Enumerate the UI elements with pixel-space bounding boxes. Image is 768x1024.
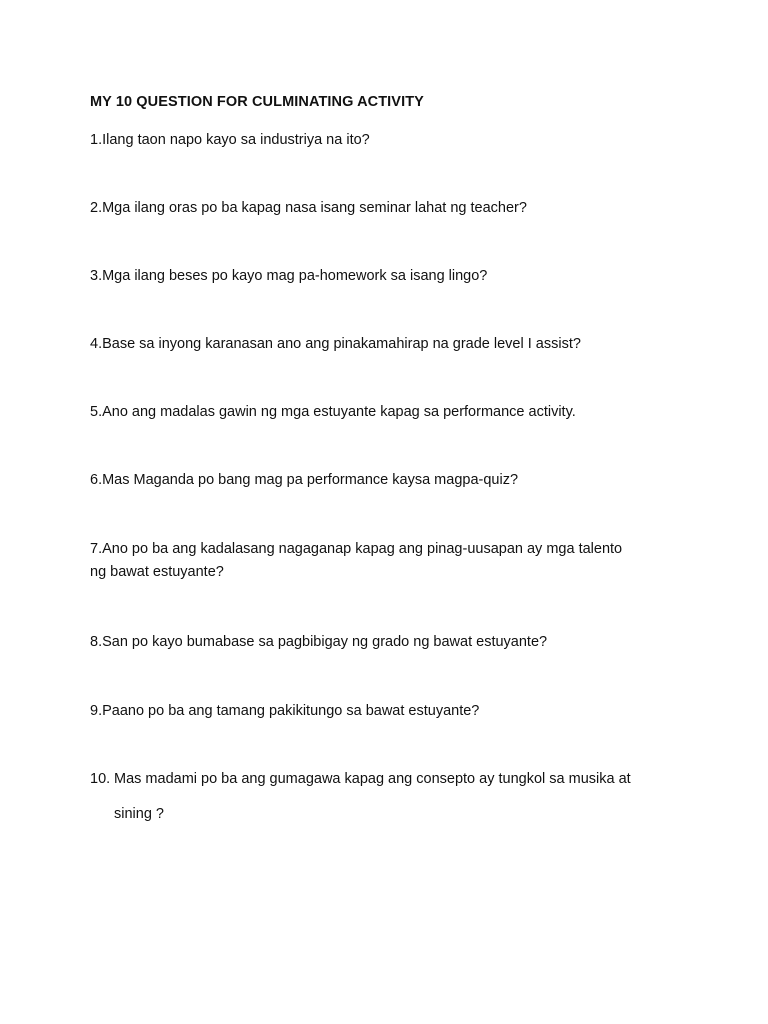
question-number: 9. xyxy=(90,703,103,719)
question-number: 2. xyxy=(90,200,103,216)
question-item-1 xyxy=(90,129,370,152)
question-text-continuation: ng bawat estuyante? xyxy=(90,564,224,580)
question-number: 10. xyxy=(90,771,111,787)
question-item-2 xyxy=(90,197,527,220)
question-number: 8. xyxy=(90,634,103,650)
question-item-7 xyxy=(90,538,622,584)
question-item-9 xyxy=(90,700,479,723)
question-item-5 xyxy=(90,401,576,424)
question-text: Ano po ba ang kadalasang nagaganap kapag ang pinag-uusapan ay mga talento xyxy=(102,541,623,557)
question-text: Mga ilang oras po ba kapag nasa isang seminar lahat ng teacher? xyxy=(102,200,527,216)
question-text: Mas Maganda po bang mag pa performance kaysa magpa-quiz? xyxy=(102,472,519,488)
question-text: Paano po ba ang tamang pakikitungo sa bawat estuyante? xyxy=(102,703,480,719)
question-item-8 xyxy=(90,631,547,654)
question-text: Base sa inyong karanasan ano ang pinakamahirap na grade level I assist? xyxy=(102,336,581,352)
question-text-continuation: sining ? xyxy=(114,806,164,822)
question-item-6 xyxy=(90,469,518,492)
question-number: 4. xyxy=(90,336,103,352)
question-text: Mas madami po ba ang gumagawa kapag ang consepto ay tungkol sa musika at xyxy=(114,771,631,787)
question-text: San po kayo bumabase sa pagbibigay ng grado ng bawat estuyante? xyxy=(102,634,548,650)
question-item-4 xyxy=(90,333,581,356)
question-number: 5. xyxy=(90,404,103,420)
document-title: MY 10 QUESTION FOR CULMINATING ACTIVITY xyxy=(90,94,424,110)
question-number: 3. xyxy=(90,268,103,284)
question-item-3 xyxy=(90,265,487,288)
question-text: Ano ang madalas gawin ng mga estuyante kapag sa performance activity. xyxy=(102,404,576,420)
question-text: Mga ilang beses po kayo mag pa-homework sa isang lingo? xyxy=(102,268,488,284)
question-text: Ilang taon napo kayo sa industriya na ito? xyxy=(102,132,370,148)
question-number: 7. xyxy=(90,541,103,557)
question-item-10 xyxy=(90,762,631,832)
question-number: 6. xyxy=(90,472,103,488)
question-number: 1. xyxy=(90,132,103,148)
